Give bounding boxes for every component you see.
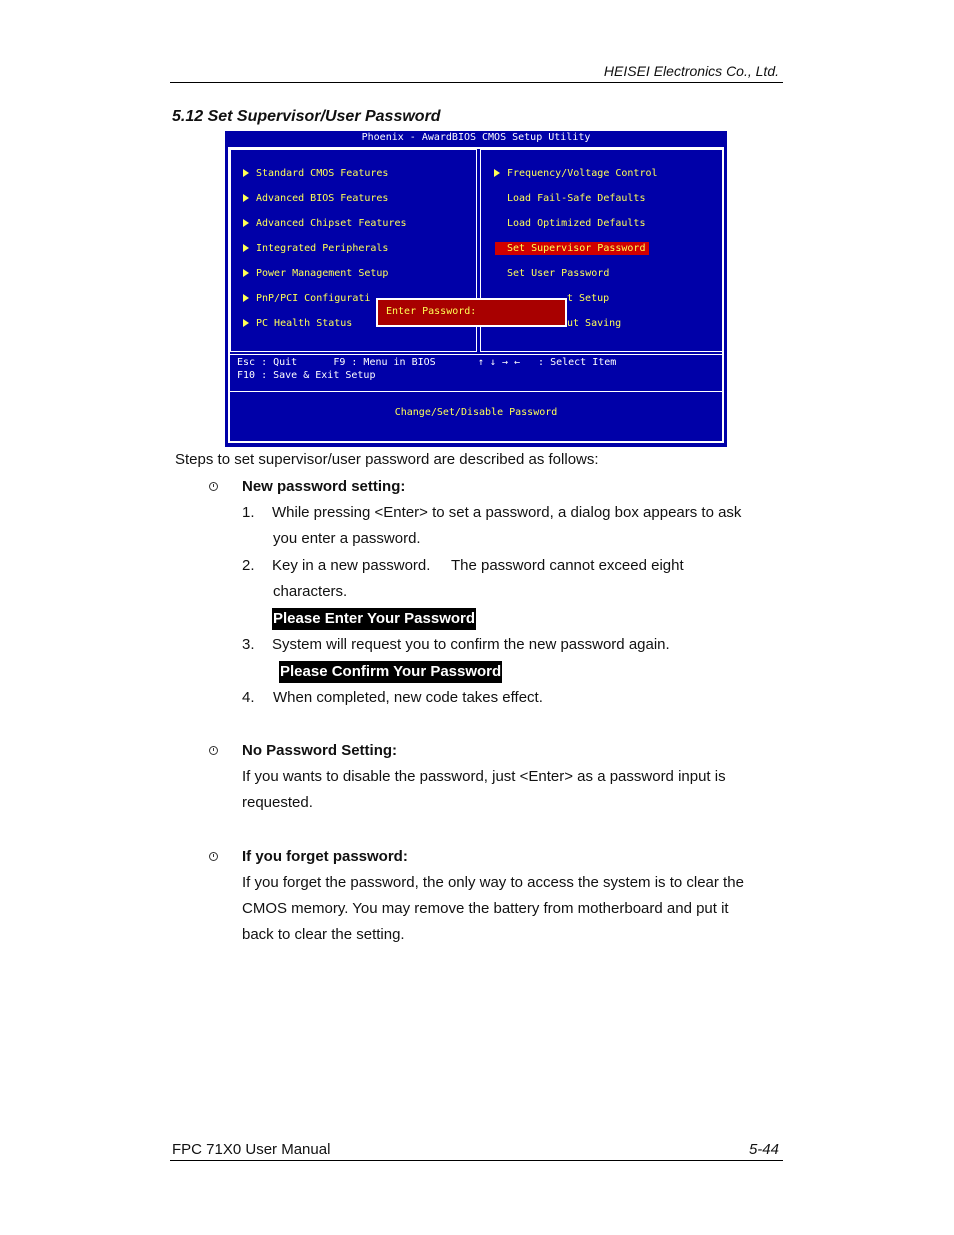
bios-menu-item[interactable]: Set User Password (507, 268, 610, 279)
clock-bullet-icon (209, 852, 218, 861)
page-number: 5-44 (748, 1141, 779, 1158)
paragraph-line: CMOS memory. You may remove the battery from motherboard and put it (242, 900, 729, 917)
bios-divider (230, 354, 722, 355)
header-rule (170, 82, 783, 83)
step-number: 2. (242, 557, 255, 574)
step-text: Key in a new password. The password cannot exceed eight (272, 557, 684, 574)
paragraph-line: If you forget the password, the only way to access the system is to clear the (242, 874, 744, 891)
confirm-password-label: Please Confirm Your Password (279, 661, 502, 683)
step-text: System will request you to confirm the new password again. (272, 636, 670, 653)
step-number: 4. (242, 689, 255, 706)
new-password-heading: New password setting: (242, 478, 406, 495)
step-number: 1. (242, 504, 255, 521)
bios-screenshot (225, 131, 727, 447)
bios-menu-item[interactable]: t Setup (567, 293, 610, 304)
password-prompt: Enter Password: (386, 306, 477, 317)
bios-menu-item[interactable]: Advanced BIOS Features (256, 193, 389, 204)
bios-menu-item[interactable]: ut Saving (567, 318, 622, 329)
footer-rule (170, 1160, 783, 1161)
step-number: 3. (242, 636, 255, 653)
bios-menu-item[interactable]: Power Management Setup (256, 268, 389, 279)
clock-bullet-icon (209, 482, 218, 491)
menu-arrow-icon (243, 294, 249, 302)
intro-text: Steps to set supervisor/user password are described as follows: (175, 451, 599, 468)
bios-help-line: Esc : Quit F9 : Menu in BIOS ↑ ↓ → ← : Select Item (237, 357, 617, 368)
paragraph-line: If you wants to disable the password, just <Enter> as a password input is (242, 768, 726, 785)
paragraph-line: back to clear the setting. (242, 926, 405, 943)
menu-arrow-icon (243, 269, 249, 277)
clock-bullet-icon (209, 746, 218, 755)
password-dialog[interactable] (376, 298, 567, 327)
manual-title: FPC 71X0 User Manual (172, 1141, 331, 1158)
bios-status-line: Change/Set/Disable Password (394, 407, 558, 418)
menu-arrow-icon (243, 169, 249, 177)
menu-arrow-icon (243, 319, 249, 327)
paragraph-line: requested. (242, 794, 313, 811)
no-password-heading: No Password Setting: (242, 742, 398, 759)
bios-menu-item[interactable]: PnP/PCI Configurati (256, 293, 371, 304)
step-text: you enter a password. (273, 530, 421, 547)
menu-arrow-icon (243, 194, 249, 202)
bios-menu-item[interactable]: PC Health Status (256, 318, 353, 329)
section-title: 5.12 Set Supervisor/User Password (172, 108, 441, 125)
bios-menu-item[interactable]: Integrated Peripherals (256, 243, 389, 254)
bios-menu-item[interactable]: Load Fail-Safe Defaults (507, 193, 646, 204)
bios-divider (230, 391, 722, 392)
menu-arrow-icon (243, 219, 249, 227)
company-name: HEISEI Electronics Co., Ltd. (603, 63, 779, 79)
bios-help-line: F10 : Save & Exit Setup (237, 370, 376, 381)
menu-arrow-icon (243, 244, 249, 252)
step-text: When completed, new code takes effect. (273, 689, 543, 706)
forget-password-heading: If you forget password: (242, 848, 408, 865)
menu-arrow-icon (494, 169, 500, 177)
bios-menu-item-selected[interactable]: Set Supervisor Password (495, 242, 649, 255)
bios-menu-item[interactable]: Standard CMOS Features (256, 168, 389, 179)
bios-menu-item[interactable]: Frequency/Voltage Control (507, 168, 658, 179)
enter-password-label: Please Enter Your Password (272, 608, 476, 630)
bios-menu-item[interactable]: Advanced Chipset Features (256, 218, 407, 229)
bios-title: Phoenix - AwardBIOS CMOS Setup Utility (361, 132, 591, 143)
step-text: characters. (273, 583, 348, 600)
bios-menu-item[interactable]: Load Optimized Defaults (507, 218, 646, 229)
step-text: While pressing <Enter> to set a password, a dialog box appears to ask (272, 504, 742, 521)
